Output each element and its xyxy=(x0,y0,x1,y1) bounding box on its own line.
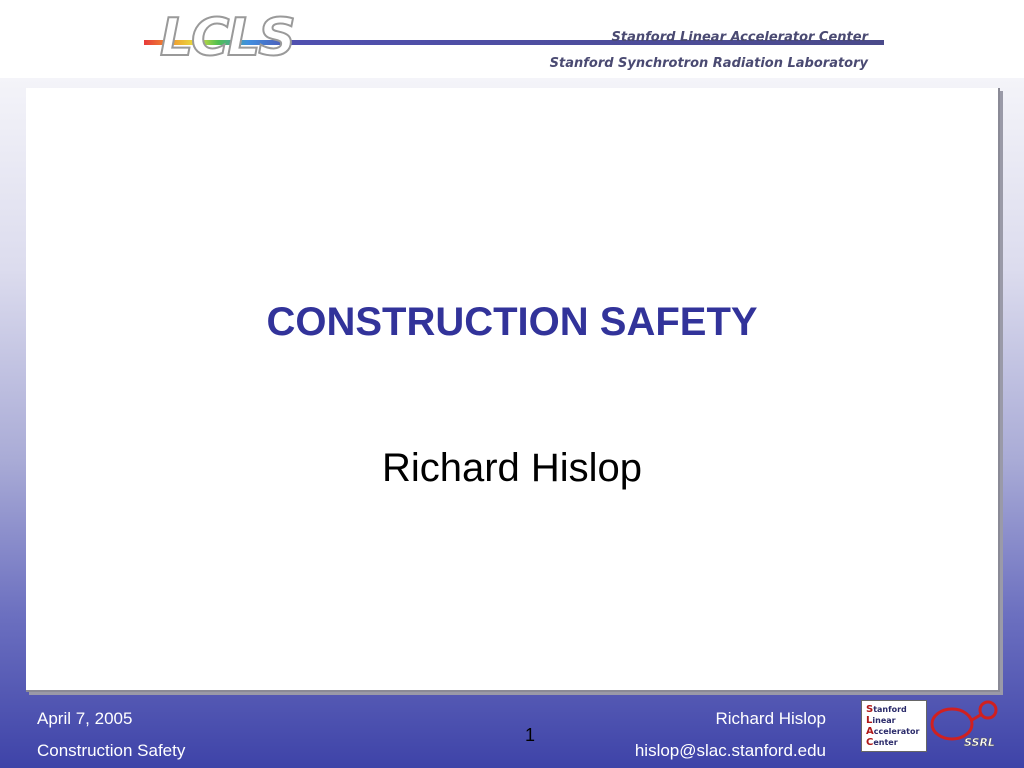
lab-name-primary: Stanford Linear Accelerator Center xyxy=(611,30,868,45)
slide-content-area xyxy=(26,88,1000,692)
header-bar xyxy=(0,0,1024,78)
slac-logo xyxy=(861,700,927,752)
slide-title: CONSTRUCTION SAFETY xyxy=(266,300,758,344)
page-number: 1 xyxy=(524,725,535,745)
footer-email: hislop@slac.stanford.edu xyxy=(634,741,826,760)
slac-logo-line: Stanford xyxy=(866,704,907,715)
slac-logo-line: Accelerator xyxy=(866,726,920,737)
ssrl-logo-text: SSRL xyxy=(964,736,995,749)
lcls-logo: LCLS xyxy=(160,8,294,68)
slac-logo-line: Center xyxy=(866,737,898,748)
footer-date: April 7, 2005 xyxy=(37,709,133,728)
footer-topic: Construction Safety xyxy=(37,741,186,760)
lab-name-secondary: Stanford Synchrotron Radiation Laboratory xyxy=(549,56,868,71)
footer-presenter: Richard Hislop xyxy=(715,709,826,728)
slide-subtitle: Richard Hislop xyxy=(381,446,643,490)
slac-logo-line: Linear xyxy=(866,715,896,726)
